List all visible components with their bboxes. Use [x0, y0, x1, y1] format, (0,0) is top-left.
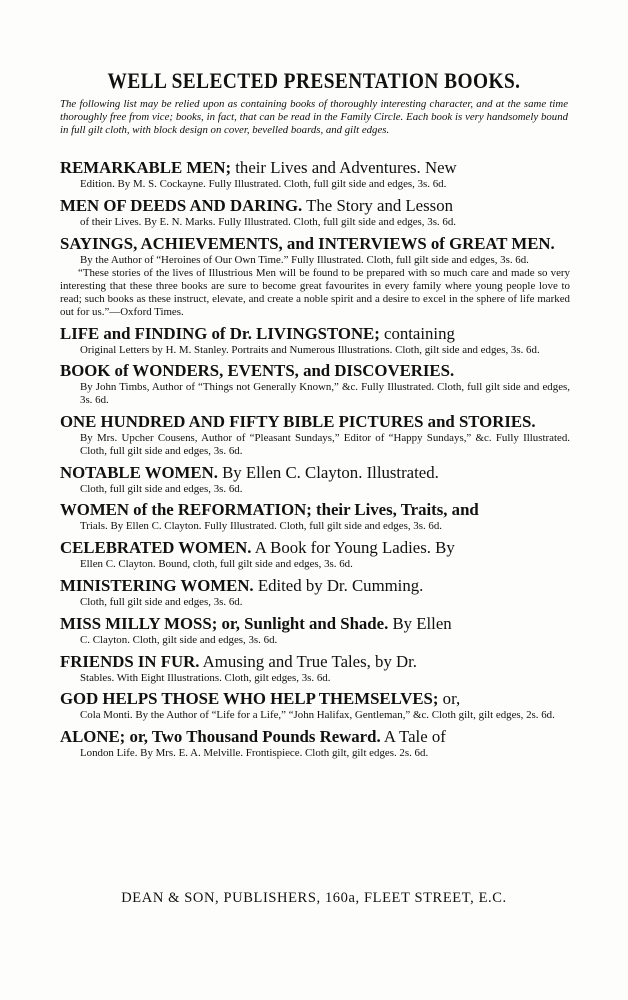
book-heading [60, 324, 570, 344]
book-details: Trials. By Ellen C. Clayton. Fully Illustrated. Cloth, full gilt side and edges, 3s. 6d. [80, 520, 443, 533]
book-details: Cloth, full gilt side and edges, 3s. 6d. [80, 482, 243, 495]
book-title: CELEBRATED WOMEN. [60, 538, 252, 558]
book-heading [60, 361, 570, 381]
book-entry [60, 324, 570, 357]
book-heading [60, 234, 570, 254]
book-subtitle: The Story and Lesson [302, 195, 453, 215]
book-title: ALONE; or, Two Thousand Pounds Reward. [60, 727, 381, 747]
book-entry [60, 361, 570, 407]
book-entry [60, 614, 570, 647]
book-heading [60, 463, 570, 483]
book-details: Stables. With Eight Illustrations. Cloth, gilt edges, 3s. 6d. [80, 671, 331, 684]
book-details: Ellen C. Clayton. Bound, cloth, full gilt side and edges, 3s. 6d. [80, 558, 353, 571]
book-heading [60, 412, 570, 432]
book-heading [60, 576, 570, 596]
book-subtitle: or, [438, 689, 461, 709]
book-title: MISS MILLY MOSS; or, Sunlight and Shade. [60, 613, 389, 633]
book-entry [60, 463, 570, 496]
book-details: London Life. By Mrs. E. A. Melville. Frontispiece. Cloth gilt, gilt edges. 2s. 6d. [80, 747, 429, 760]
book-details: Cola Monti. By the Author of “Life for a Life,” “John Halifax, Gentleman,” &c. Cloth gilt, gilt edges, 2s. 6d. [80, 709, 555, 722]
book-details: Cloth, full gilt side and edges, 3s. 6d. [80, 595, 243, 608]
book-title: MEN OF DEEDS AND DARING. [60, 195, 303, 215]
page-title: WELL SELECTED PRESENTATION BOOKS. [107, 68, 521, 93]
book-subtitle: By Ellen C. Clayton. Illustrated. [217, 462, 439, 482]
book-heading [60, 538, 570, 558]
book-heading [60, 500, 570, 520]
book-subtitle: containing [379, 323, 455, 343]
book-heading [60, 689, 570, 709]
book-subtitle: their Lives and Adventures. New [231, 158, 457, 177]
book-entry [60, 538, 570, 571]
book-entry [60, 196, 570, 229]
intro-paragraph: The following list may be relied upon as containing books of thoroughly interesting character, and at the same time thoroughly free from vice; books, in fact, that can be read in the Family Circle. Each book is very handsomely bound in full gilt cloth, with block design on cover, bevelled boards, and gilt edges. [60, 98, 568, 136]
book-entry [60, 412, 570, 458]
book-title: NOTABLE WOMEN. [60, 462, 218, 482]
book-title: MINISTERING WOMEN. [60, 575, 254, 595]
book-title: REMARKABLE MEN; [60, 158, 232, 177]
book-details: Edition. By M. S. Cockayne. Fully Illustrated. Cloth, full gilt side and edges, 3s. 6d. [80, 178, 447, 190]
book-title: ONE HUNDRED AND FIFTY BIBLE PICTURES and STORIES. [60, 411, 536, 431]
book-title: GOD HELPS THOSE WHO HELP THEMSELVES; [60, 689, 439, 709]
publisher-footer: DEAN & SON, PUBLISHERS, 160a, FLEET STREET, E.C. [121, 890, 507, 906]
book-subtitle: A Book for Young Ladies. By [251, 538, 455, 558]
book-details: By Mrs. Upcher Cousens, Author of “Pleasant Sundays,” Editor of “Happy Sundays,” &c. Fully Illustrated. Cloth, full gilt side and edges, 3s. 6d. [80, 431, 570, 457]
book-subtitle: A Tale of [380, 727, 446, 747]
book-title: LIFE and FINDING of Dr. LIVINGSTONE; [60, 323, 380, 343]
book-heading [60, 652, 570, 672]
book-subtitle: By Ellen [388, 613, 452, 633]
book-details: Original Letters by H. M. Stanley. Portraits and Numerous Illustrations. Cloth, gilt side and edges, 3s. 6d. [80, 343, 540, 356]
book-title: BOOK of WONDERS, EVENTS, and DISCOVERIES. [60, 361, 455, 381]
book-entry [60, 727, 570, 760]
book-details: of their Lives. By E. N. Marks. Fully Illustrated. Cloth, full gilt side and edges, 3s. 6d. [80, 215, 456, 228]
book-details: C. Clayton. Cloth, gilt side and edges, 3s. 6d. [80, 633, 278, 646]
book-entry [60, 500, 570, 533]
book-title: SAYINGS, ACHIEVEMENTS, and INTERVIEWS of GREAT MEN. [60, 233, 555, 253]
book-subtitle: Amusing and True Tales, by Dr. [199, 651, 418, 671]
review-quote: “These stories of the lives of Illustrious Men will be found to be prepared with so much care and made so very interesting that these three books are sure to become great favourites in every family where young people love to read; such books as these instruct, elevate, and create a noble spirit and a desire to excel in the sphere of life marked out for us.”—Oxford Times. [60, 267, 570, 318]
book-entry [60, 689, 570, 722]
book-heading [60, 158, 570, 178]
book-entry [60, 652, 570, 685]
book-entry [60, 576, 570, 609]
book-title: FRIENDS IN FUR. [60, 651, 200, 671]
book-subtitle: Edited by Dr. Cumming. [253, 575, 424, 595]
book-details: By John Timbs, Author of “Things not Generally Known,” &c. Fully Illustrated. Cloth, full gilt side and edges, 3s. 6d. [80, 381, 570, 407]
book-list [60, 158, 570, 765]
book-heading [60, 614, 570, 634]
book-heading [60, 727, 570, 747]
book-entry [60, 234, 570, 319]
book-title: WOMEN of the REFORMATION; their Lives, Traits, and [60, 500, 479, 520]
book-heading [60, 196, 570, 216]
book-details: By the Author of “Heroines of Our Own Time.” Fully Illustrated. Cloth, full gilt side and edges, 3s. 6d. [80, 253, 529, 266]
book-entry [60, 158, 570, 191]
